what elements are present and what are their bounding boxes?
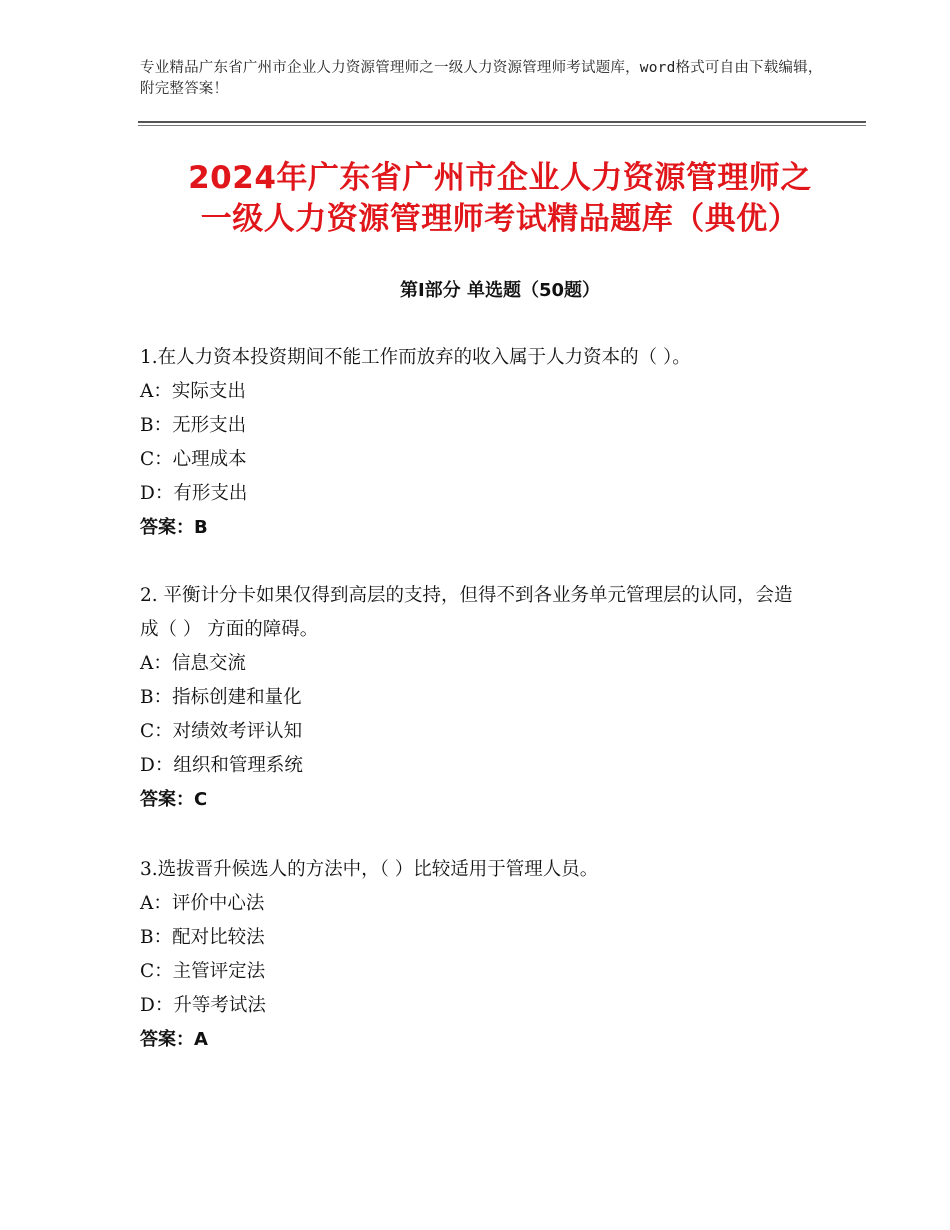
header-rule-thick xyxy=(138,121,866,123)
header-note: 专业精品广东省广州市企业人力资源管理师之一级人力资源管理师考试题库，word格式可自由下载编辑，附完整答案！ xyxy=(140,60,823,97)
option-a: A：评价中心法 xyxy=(140,893,265,914)
question-stem: 3.选拔晋升候选人的方法中，（ ）比较适用于管理人员。 xyxy=(140,859,599,880)
answer: 答案：C xyxy=(140,789,208,810)
question-stem: 1.在人力资本投资期间不能工作而放弃的收入属于人力资本的（ ）。 xyxy=(140,347,691,368)
option-b: B：配对比较法 xyxy=(140,927,265,948)
option-d: D：组织和管理系统 xyxy=(140,755,303,776)
option-b: B：指标创建和量化 xyxy=(140,687,302,708)
answer: 答案：B xyxy=(140,517,208,538)
answer: 答案：A xyxy=(140,1029,208,1050)
title-line-1: 2024年广东省广州市企业人力资源管理师之 xyxy=(188,160,812,196)
title-line-2: 一级人力资源管理师考试精品题库（典优） xyxy=(200,201,800,237)
header-rule-thin xyxy=(138,125,866,126)
option-c: C：主管评定法 xyxy=(140,961,266,982)
question-3 xyxy=(140,853,810,1057)
document-title xyxy=(140,158,860,240)
option-c: C：心理成本 xyxy=(140,449,247,470)
option-c: C：对绩效考评认知 xyxy=(140,721,303,742)
question-1 xyxy=(140,341,810,545)
section-heading: 第Ⅰ部分 单选题（50题） xyxy=(399,280,600,301)
option-d: D：升等考试法 xyxy=(140,995,266,1016)
option-a: A：实际支出 xyxy=(140,381,246,402)
question-stem: 2. 平衡计分卡如果仅得到高层的支持，但得不到各业务单元管理层的认同，会造成（ ） 方面的障碍。 xyxy=(140,585,793,640)
option-d: D：有形支出 xyxy=(140,483,248,504)
option-a: A：信息交流 xyxy=(140,653,246,674)
question-2 xyxy=(140,579,810,817)
option-b: B：无形支出 xyxy=(140,415,247,436)
